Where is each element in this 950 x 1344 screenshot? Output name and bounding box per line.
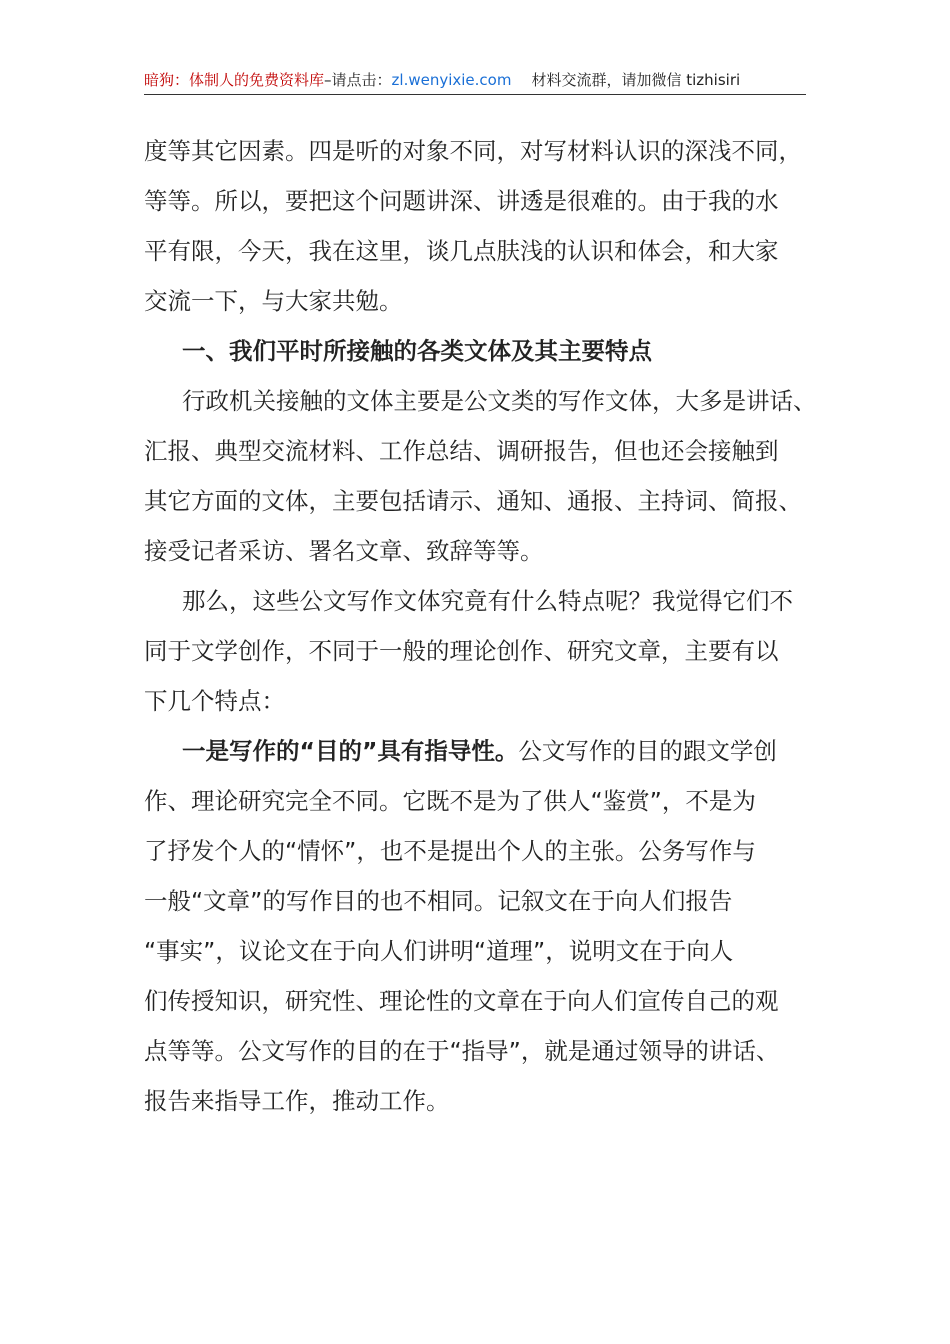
intro-line: 度等其它因素。四是听的对象不同，对写材料认识的深浅不同，: [144, 137, 802, 165]
paragraph-line: 接受记者采访、署名文章、致辞等等。: [144, 537, 544, 565]
intro-line: 等等。所以，要把这个问题讲深、讲透是很难的。由于我的水: [144, 187, 779, 215]
paragraph-line: 作、理论研究完全不同。它既不是为了供人“鉴赏”，不是为: [144, 787, 756, 815]
header-url-link[interactable]: zl.wenyixie.com: [391, 71, 512, 89]
paragraph-line: 点等等。公文写作的目的在于“指导”，就是通过领导的讲话、: [144, 1037, 780, 1065]
paragraph-line: “事实”，议论文在于向人们讲明“道理”，说明文在于向人: [144, 937, 734, 965]
paragraph-line: 其它方面的文体，主要包括请示、通知、通报、主持词、简报、: [144, 487, 802, 515]
paragraph-line: 报告来指导工作，推动工作。: [144, 1087, 450, 1115]
paragraph-line: 们传授知识，研究性、理论性的文章在于向人们宣传自己的观: [144, 987, 779, 1015]
intro-line: 交流一下，与大家共勉。: [144, 287, 403, 315]
paragraph-line: 下几个特点：: [144, 687, 285, 715]
document-body: [144, 126, 819, 1126]
paragraph-line: 一般“文章”的写作目的也不相同。记叙文在于向人们报告: [144, 887, 733, 915]
point-first-line: [144, 726, 819, 776]
point-first-line-rest: 公文写作的目的跟文学创: [518, 737, 777, 765]
header-group-note: 材料交流群，请加微信 tizhisiri: [531, 71, 741, 89]
paragraph-line: 同于文学创作，不同于一般的理论创作、研究文章，主要有以: [144, 637, 779, 665]
point-bold-lead: 一是写作的“目的”具有指导性。: [182, 737, 519, 765]
intro-line: 平有限，今天，我在这里，谈几点肤浅的认识和体会，和大家: [144, 237, 779, 265]
paragraph-line: 汇报、典型交流材料、工作总结、调研报告，但也还会接触到: [144, 437, 779, 465]
header-brand: 暗狗：体制人的免费资料库: [144, 71, 325, 89]
page-header: [144, 66, 806, 95]
paragraph-line: 那么，这些公文写作文体究竟有什么特点呢？我觉得它们不: [182, 587, 793, 615]
paragraph-line: 行政机关接触的文体主要是公文类的写作文体，大多是讲话、: [182, 387, 817, 415]
paragraph-line: 了抒发个人的“情怀”，也不是提出个人的主张。公务写作与: [144, 837, 756, 865]
section-heading: 一、我们平时所接触的各类文体及其主要特点: [182, 337, 652, 365]
header-click-prompt: –请点击：: [324, 71, 392, 89]
